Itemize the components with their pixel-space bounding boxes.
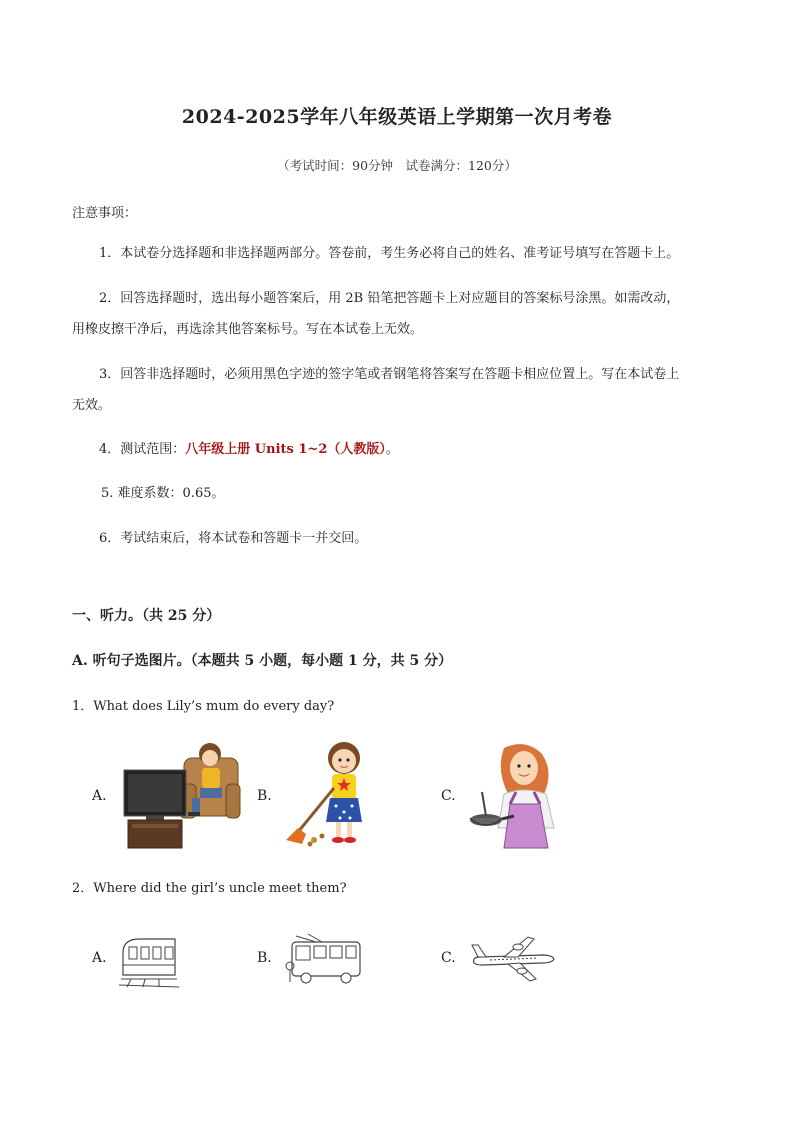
girl-sweeping-image[interactable] <box>284 740 366 848</box>
question-2-option-b-label: B. <box>257 950 272 966</box>
train-image[interactable] <box>119 935 179 991</box>
note-item-5: 5. 难度系数：0.65。 <box>101 486 225 501</box>
note-item-3-line1: 3．回答非选择题时，必须用黑色字迹的签字笔或者钢笔将答案写在答题卡相应位置上。写在本试卷上 <box>99 367 680 382</box>
note-item-6: 6．考试结束后，将本试卷和答题卡一并交回。 <box>99 531 368 546</box>
girl-watching-tv-image[interactable] <box>122 740 240 850</box>
note-item-4 <box>99 437 399 463</box>
part-a-heading: A. 听句子选图片。（本题共 5 小题，每小题 1 分，共 5 分） <box>72 653 453 669</box>
question-1-text: 1．What does Lily’s mum do every day? <box>72 699 335 714</box>
airplane-image[interactable] <box>470 935 556 983</box>
notes-heading: 注意事项： <box>72 206 138 221</box>
note-item-2-line1: 2．回答选择题时，选出每小题答案后，用 2B 铅笔把答题卡上对应题目的答案标号涂黑。如需改动， <box>99 291 680 306</box>
note-item-1: 1．本试卷分选择题和非选择题两部分。答卷前，考生务必将自己的姓名、准考证号填写在答题卡上。 <box>99 246 680 261</box>
woman-cooking-image[interactable] <box>468 742 562 850</box>
bus-image[interactable] <box>286 932 364 986</box>
note-item-4-suffix: 。 <box>385 442 399 457</box>
question-1-option-c-label: C. <box>441 788 456 804</box>
question-1-option-b-label: B. <box>257 788 272 804</box>
note-item-3-line2: 无效。 <box>72 398 112 413</box>
test-scope: 八年级上册 Units 1~2（人教版） <box>185 442 386 457</box>
page-title: 2024-2025学年八年级英语上学期第一次月考卷 <box>181 106 613 128</box>
question-1-option-a-label: A. <box>92 788 107 804</box>
question-2-option-c-label: C. <box>441 950 456 966</box>
exam-info: （考试时间：90分钟 试卷满分：120分） <box>277 158 517 173</box>
note-item-2-line2: 用橡皮擦干净后，再选涂其他答案标号。写在本试卷上无效。 <box>72 322 424 337</box>
section-heading: 一、听力。（共 25 分） <box>72 608 221 624</box>
note-item-4-prefix: 4．测试范围： <box>99 442 186 457</box>
question-2-option-a-label: A. <box>92 950 107 966</box>
question-2-text: 2．Where did the girl’s uncle meet them? <box>72 881 347 896</box>
